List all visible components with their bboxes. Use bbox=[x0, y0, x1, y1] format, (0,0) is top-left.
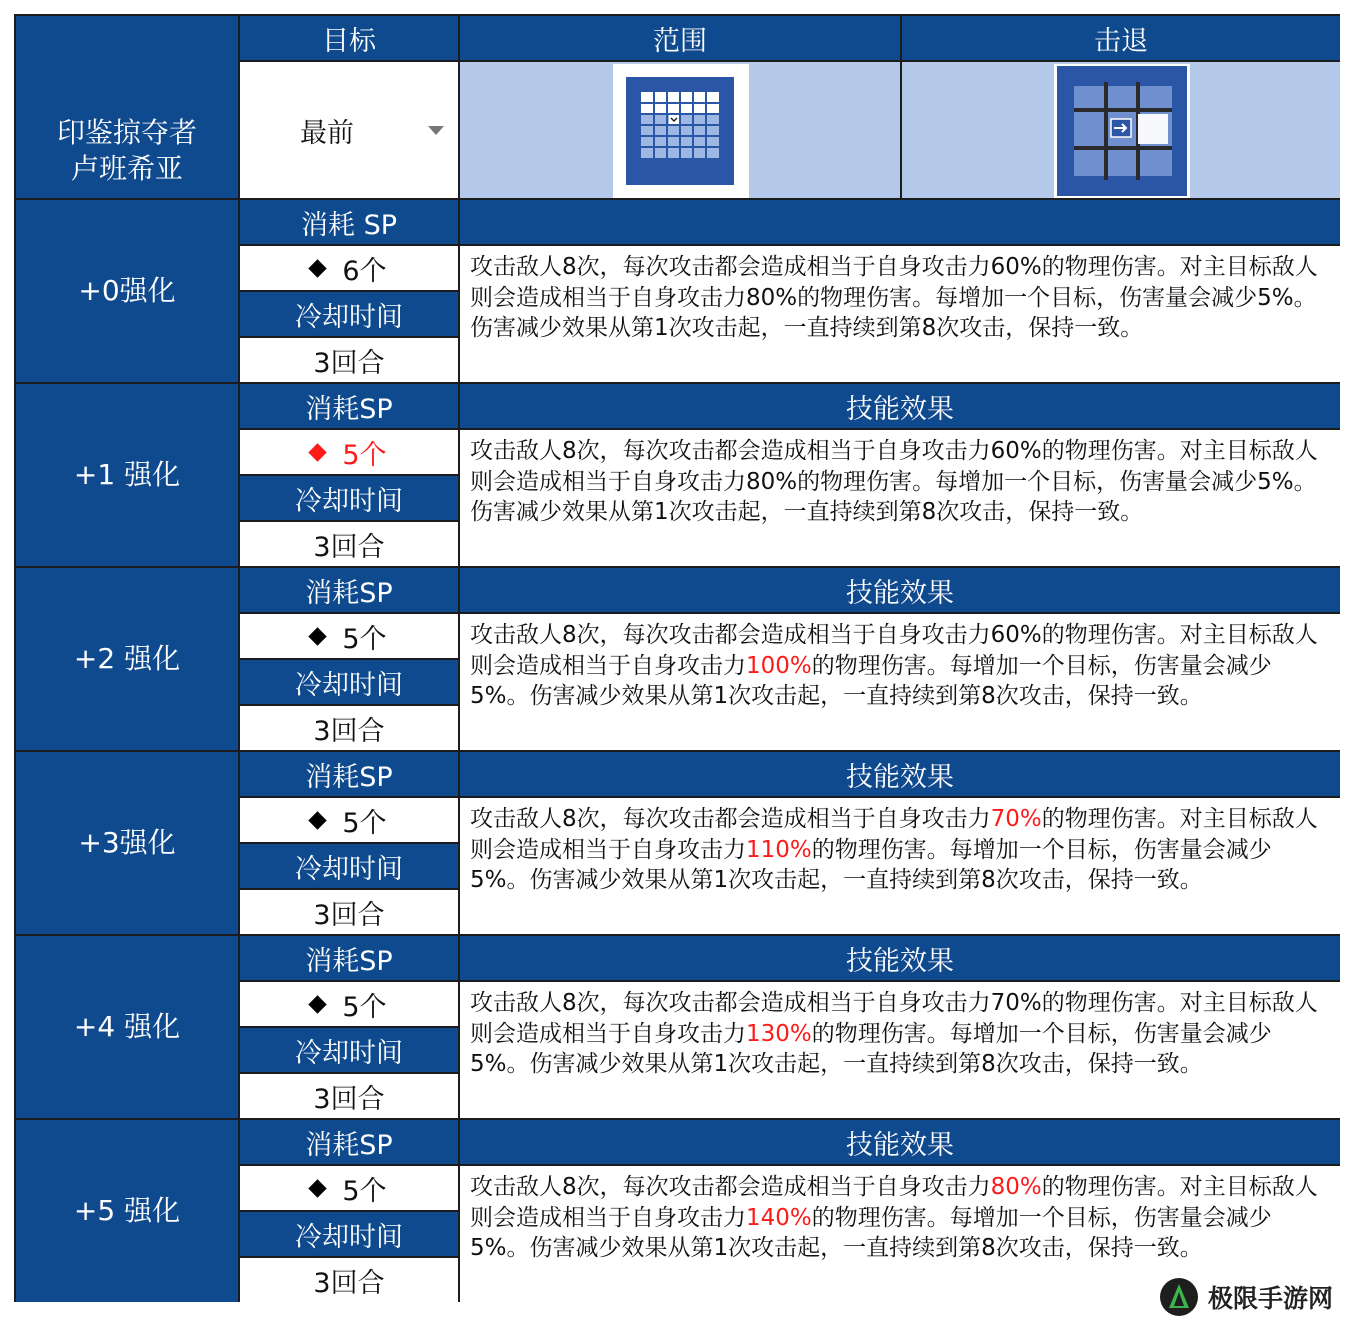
cooldown-label: 冷却时间 bbox=[238, 290, 458, 336]
cooldown-value: 3回合 bbox=[238, 336, 458, 382]
sp-value bbox=[238, 796, 458, 842]
sp-value bbox=[238, 244, 458, 290]
sp-value-text: 5个 bbox=[342, 623, 387, 655]
cooldown-value: 3回合 bbox=[238, 704, 458, 750]
character-name-line1: 印鉴掠夺者 bbox=[56, 116, 197, 149]
character-name-line2: 卢班希亚 bbox=[70, 152, 183, 185]
highlight-value: 100% bbox=[746, 652, 812, 679]
knockback-cell bbox=[900, 60, 1340, 198]
sp-value-text: 5个 bbox=[342, 1175, 387, 1207]
skill-table bbox=[14, 14, 1340, 1302]
highlight-value: 140% bbox=[746, 1204, 812, 1231]
description-segment: 攻击敌人8次，每次攻击都会造成相当于自身攻击力60%的物理伤害。对主目标敌人则会造成相当于自身攻击力80%的物理伤害。每增加一个目标，伤害量会减少5%。伤害减少效果从第1次攻击起，一直持续到第8次攻击，保持一致。 bbox=[470, 438, 1318, 525]
sp-value-text: 5个 bbox=[342, 807, 387, 839]
diamond-icon bbox=[309, 995, 327, 1013]
sp-label: 消耗SP bbox=[238, 1118, 458, 1164]
sp-label: 消耗SP bbox=[238, 750, 458, 796]
sp-label: 消耗SP bbox=[238, 566, 458, 612]
cooldown-label: 冷却时间 bbox=[238, 1210, 458, 1256]
description-segment: 的物理伤害。每增加一个目标，伤害量会减少5%。伤害减少效果从第1次攻击起，一直持续到第8次攻击，保持一致。 bbox=[470, 1204, 1272, 1261]
level-label: +1 强化 bbox=[16, 382, 238, 566]
sp-label: 消耗SP bbox=[238, 382, 458, 428]
effect-label: 技能效果 bbox=[458, 1118, 1340, 1164]
cooldown-value: 3回合 bbox=[238, 1072, 458, 1118]
chevron-down-icon bbox=[428, 126, 444, 135]
highlight-value: 110% bbox=[746, 836, 812, 863]
cooldown-value: 3回合 bbox=[238, 520, 458, 566]
effect-label: 技能效果 bbox=[458, 934, 1340, 980]
sp-value bbox=[238, 1164, 458, 1210]
watermark bbox=[1158, 1275, 1354, 1319]
description-segment: 的物理伤害。每增加一个目标，伤害量会减少5%。伤害减少效果从第1次攻击起，一直持续到第8次攻击，保持一致。 bbox=[470, 836, 1272, 893]
sp-value-text: 6个 bbox=[342, 255, 387, 287]
cooldown-label: 冷却时间 bbox=[238, 842, 458, 888]
range-cell bbox=[458, 60, 900, 198]
diamond-icon bbox=[309, 259, 327, 277]
watermark-logo-icon bbox=[1158, 1276, 1200, 1318]
cooldown-value: 3回合 bbox=[238, 888, 458, 934]
range-grid-icon bbox=[613, 64, 749, 198]
effect-description bbox=[458, 980, 1340, 1118]
cooldown-label: 冷却时间 bbox=[238, 1026, 458, 1072]
description-segment: 的物理伤害。对主目标敌人则会造成相当于自身攻击力 bbox=[470, 806, 1318, 863]
sp-value-text: 5个 bbox=[342, 439, 387, 471]
target-header: 目标 bbox=[238, 16, 458, 60]
effect-description-text bbox=[470, 436, 1330, 528]
effect-label: 技能效果 bbox=[458, 750, 1340, 796]
sp-label: 消耗 SP bbox=[238, 198, 458, 244]
description-segment: 攻击敌人8次，每次攻击都会造成相当于自身攻击力70%的物理伤害。对主目标敌人则会造成相当于自身攻击力 bbox=[470, 990, 1318, 1047]
knockback-push-icon bbox=[1054, 64, 1190, 198]
sp-value bbox=[238, 980, 458, 1026]
effect-description bbox=[458, 796, 1340, 934]
knockback-header: 击退 bbox=[900, 16, 1340, 60]
diamond-icon bbox=[309, 443, 327, 461]
level-label: +0强化 bbox=[16, 198, 238, 382]
level-label: +2 强化 bbox=[16, 566, 238, 750]
effect-description bbox=[458, 612, 1340, 750]
effect-description-text bbox=[470, 1172, 1330, 1264]
highlight-value: 130% bbox=[746, 1020, 812, 1047]
sp-value-text: 5个 bbox=[342, 991, 387, 1023]
sp-value bbox=[238, 612, 458, 658]
effect-description bbox=[458, 244, 1340, 382]
description-segment: 的物理伤害。每增加一个目标，伤害量会减少5%。伤害减少效果从第1次攻击起，一直持续到第8次攻击，保持一致。 bbox=[470, 652, 1272, 709]
description-segment: 攻击敌人8次，每次攻击都会造成相当于自身攻击力 bbox=[470, 806, 991, 832]
level-label: +3强化 bbox=[16, 750, 238, 934]
description-segment: 的物理伤害。每增加一个目标，伤害量会减少5%。伤害减少效果从第1次攻击起，一直持续到第8次攻击，保持一致。 bbox=[470, 1020, 1272, 1077]
effect-description bbox=[458, 428, 1340, 566]
effect-description-text bbox=[470, 252, 1330, 344]
cooldown-value: 3回合 bbox=[238, 1256, 458, 1302]
diamond-icon bbox=[309, 1179, 327, 1197]
target-select[interactable] bbox=[238, 60, 458, 198]
description-segment: 攻击敌人8次，每次攻击都会造成相当于自身攻击力60%的物理伤害。对主目标敌人则会造成相当于自身攻击力 bbox=[470, 622, 1318, 679]
cooldown-label: 冷却时间 bbox=[238, 658, 458, 704]
sp-value bbox=[238, 428, 458, 474]
description-segment: 的物理伤害。对主目标敌人则会造成相当于自身攻击力 bbox=[470, 1174, 1318, 1231]
level-label: +4 强化 bbox=[16, 934, 238, 1118]
effect-label: 技能效果 bbox=[458, 382, 1340, 428]
watermark-text: 极限手游网 bbox=[1208, 1284, 1334, 1313]
effect-description-text bbox=[470, 620, 1330, 712]
range-header: 范围 bbox=[458, 16, 900, 60]
effect-label: 技能效果 bbox=[458, 566, 1340, 612]
cooldown-label: 冷却时间 bbox=[238, 474, 458, 520]
description-segment: 攻击敌人8次，每次攻击都会造成相当于自身攻击力 bbox=[470, 1174, 991, 1200]
highlight-value: 80% bbox=[990, 1174, 1042, 1200]
effect-description-text bbox=[470, 988, 1330, 1080]
effect-description-text bbox=[470, 804, 1330, 896]
description-segment: 攻击敌人8次，每次攻击都会造成相当于自身攻击力60%的物理伤害。对主目标敌人则会造成相当于自身攻击力80%的物理伤害。每增加一个目标，伤害量会减少5%。伤害减少效果从第1次攻击起，一直持续到第8次攻击，保持一致。 bbox=[470, 254, 1318, 341]
character-name bbox=[16, 106, 238, 196]
sp-label: 消耗SP bbox=[238, 934, 458, 980]
level-label: +5 强化 bbox=[16, 1118, 238, 1302]
diamond-icon bbox=[309, 627, 327, 645]
effect-label bbox=[458, 198, 1340, 244]
highlight-value: 70% bbox=[990, 806, 1042, 832]
target-select-value: 最前 bbox=[300, 117, 354, 149]
diamond-icon bbox=[309, 811, 327, 829]
